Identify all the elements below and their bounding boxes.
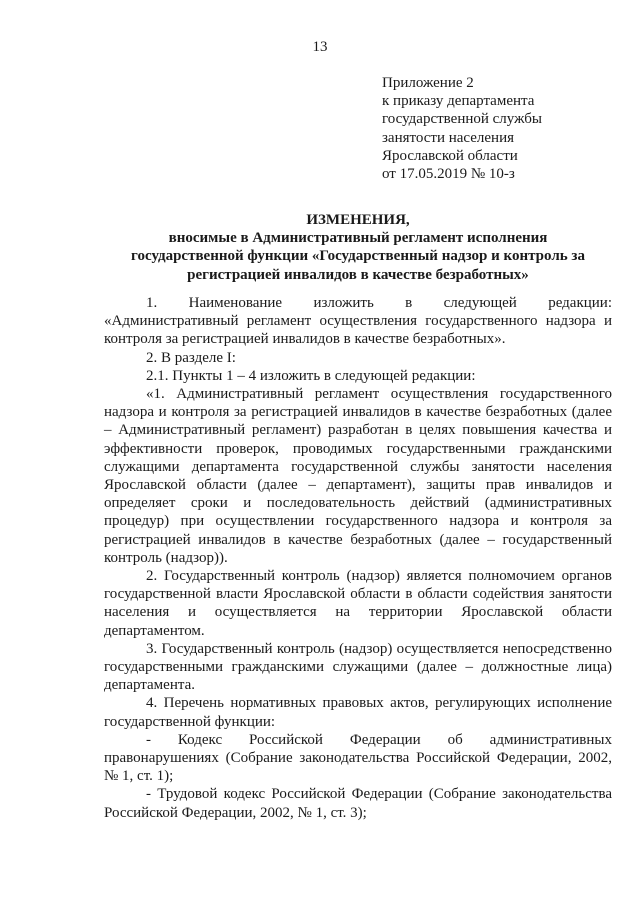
appendix-line: Приложение 2 <box>382 75 474 91</box>
appendix-line: занятости населения <box>382 129 515 146</box>
document-body <box>104 294 612 822</box>
paragraph-section-2: 2. В разделе I: <box>146 349 236 366</box>
paragraph-point-2: 2. Государственный контроль (надзор) является полномочием органов государственной власти Ярославской области в области содействия занятости населения и осуществляется на территории Ярославской области департаментом. <box>104 568 612 639</box>
title-line: регистрацией инвалидов в качестве безработных» <box>187 266 529 283</box>
title-line: вносимые в Административный регламент исполнения <box>168 230 548 247</box>
document-title <box>104 211 612 284</box>
paragraph-item-2-1: 2.1. Пункты 1 – 4 изложить в следующей редакции: <box>146 367 476 384</box>
appendix-line: от 17.05.2019 № 10-з <box>382 166 515 183</box>
appendix-block <box>382 74 622 183</box>
paragraph-item-1: 1. Наименование изложить в следующей редакции: «Административный регламент осуществления государственного надзора и контроля за регистрацией инвалидов в качестве безработных». <box>104 295 612 348</box>
list-item-labor-code: - Трудовой кодекс Российской Федерации (Собрание законодательства Российской Федерации, 2002, № 1, ст. 3); <box>104 786 612 821</box>
appendix-line: к приказу департамента <box>382 93 535 110</box>
paragraph-point-1: «1. Административный регламент осуществления государственного надзора и контроля за регистрацией инвалидов в качестве безработных (далее – Административный регламент) разработан в целях повышения качества и эффективности проверок, проводимых государственными гражданскими служащими департамента государственной службы занятости населения Ярославской области (далее – департамент), защиты прав инвалидов и определяет сроки и последовательность действий (административных процедур) при осуществлении государственного надзора и контроля за регистрацией инвалидов в качестве безработных (далее – государственный контроль (надзор)). <box>104 386 612 566</box>
list-item-koap: - Кодекс Российской Федерации об административных правонарушениях (Собрание законодательства Российской Федерации, 2002, № 1, ст. 1); <box>104 731 612 785</box>
paragraph-point-4: 4. Перечень нормативных правовых актов, регулирующих исполнение государственной функции: <box>104 695 612 730</box>
page-number: 13 <box>312 39 328 55</box>
appendix-line: государственной службы <box>382 111 542 128</box>
title-line: государственной функции «Государственный надзор и контроль за <box>131 248 585 265</box>
paragraph-point-3: 3. Государственный контроль (надзор) осуществляется непосредственно государственными гражданскими служащими (далее – должностные лица) департамента. <box>104 640 612 694</box>
appendix-line: Ярославской области <box>382 147 518 164</box>
title-heading: ИЗМЕНЕНИЯ, <box>306 212 410 228</box>
